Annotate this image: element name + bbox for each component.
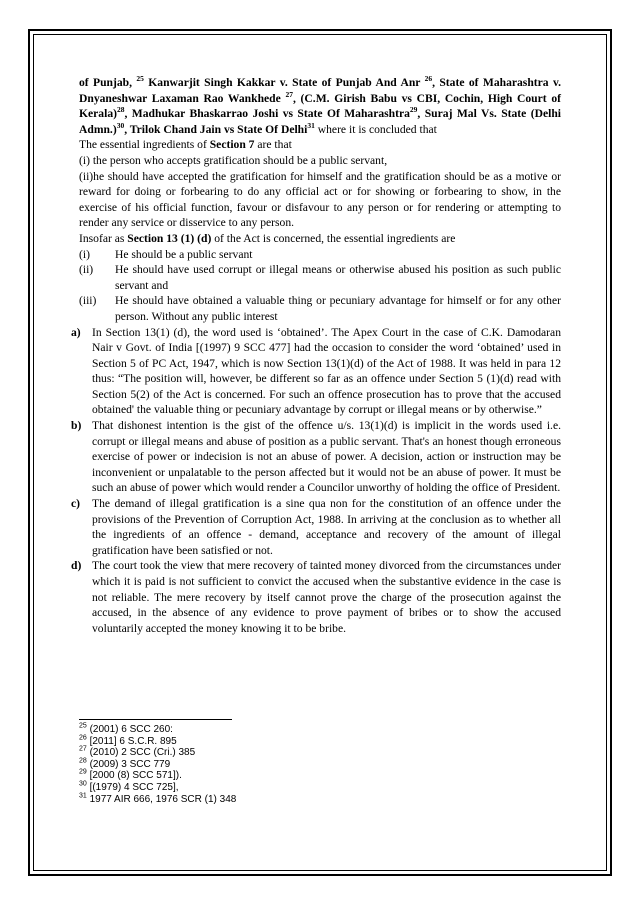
case-citations-paragraph bbox=[79, 75, 561, 137]
citation-text: , (C.M. Girish Babu vs CBI, Cochin, High Court of Kerala) bbox=[79, 91, 561, 121]
list-label: (i) bbox=[79, 247, 90, 261]
footnote-text: (2001) 6 SCC 260: bbox=[86, 724, 173, 735]
footnote-number: 25 bbox=[79, 722, 87, 730]
footnote-number: 28 bbox=[79, 757, 87, 765]
footnotes bbox=[79, 724, 236, 805]
list-label: (ii) bbox=[79, 263, 94, 277]
citation-text: , Trilok Chand Jain vs State Of Delhi bbox=[124, 122, 308, 136]
footnote-ref[interactable]: 25 bbox=[136, 74, 144, 84]
footnote-text: 1977 AIR 666, 1976 SCR (1) 348 bbox=[86, 793, 237, 805]
footnote-ref[interactable]: 27 bbox=[285, 89, 293, 99]
footnote-ref[interactable]: 31 bbox=[307, 120, 315, 130]
footnote bbox=[79, 736, 236, 748]
list-label: d) bbox=[71, 559, 82, 573]
list-text: The demand of illegal gratification is a sine qua non for the constitution of an offence under the provisions of the Prevention of Corruption Act, 1988. In arriving at the conclusion as to whether all the ingredients of an offence - demand, acceptance and recovery of the amount of illegal gratification have been satisfied or not. bbox=[92, 497, 561, 557]
footnote-number: 31 bbox=[79, 792, 87, 800]
section-7-heading bbox=[79, 137, 561, 153]
list-label: (iii) bbox=[79, 294, 97, 308]
footnote-ref[interactable]: 30 bbox=[116, 120, 125, 130]
citation-text: Kanwarjit Singh Kakkar v. State of Punjab And Anr bbox=[143, 76, 425, 89]
roman-list-item bbox=[79, 293, 561, 324]
section-7-pre: The essential ingredients of bbox=[79, 138, 210, 152]
footnote-text: [2000 (8) SCC 571]). bbox=[86, 770, 182, 782]
section-7-post: are that bbox=[254, 138, 292, 152]
list-text: That dishonest intention is the gist of the offence u/s. 13(1)(d) is implicit in the words used i.e. corrupt or illegal means and abuse of position as a public servant. That's an honest though erroneous exercise of power or indecision is not an abuse of power. A decision, action or instruction may be inconvenient or unpalatable to the person affected but it would not be an abuse of power. It must be such an abuse of power which would render a Councilor unworthy of holding the office of President. bbox=[92, 419, 561, 495]
list-text: He should have used corrupt or illegal means or otherwise abused his position as such public servant and bbox=[115, 263, 561, 292]
roman-list-item bbox=[79, 262, 561, 293]
footnote bbox=[79, 770, 236, 782]
list-label: c) bbox=[71, 497, 81, 511]
footnote-number: 27 bbox=[79, 745, 87, 753]
list-text: In Section 13(1) (d), the word used is ‘obtained’. The Apex Court in the case of C.K. Damodaran Nair v Govt. of India [(1997) 9 SCC 477] had the occasion to consider the word ‘obtained’ used in Section 5 of PC Act, 1947, which is now Section 13(1)(d) of the Act of 1988. It was held in para 12 thus: “The position will, however, be different so far as an offence under Section 5 (1)(d) read with Section 5(2) of the Act is concerned. For such an offence prosecution has to prove that the accused obtained' the valuable thing or pecuniary advantage by corrupt or illegal means or by otherwise.” bbox=[92, 325, 561, 417]
list-text: He should be a public servant bbox=[115, 247, 253, 261]
footnote-number: 29 bbox=[79, 769, 87, 777]
roman-list-item bbox=[79, 247, 561, 263]
footnote bbox=[79, 724, 236, 736]
list-label: b) bbox=[71, 419, 82, 433]
footnote-text: (2009) 3 SCC 779 bbox=[86, 758, 171, 770]
footnote-number: 26 bbox=[79, 734, 87, 742]
footnote bbox=[79, 794, 236, 806]
footnote-number: 30 bbox=[79, 780, 87, 788]
section-7-item-i: (i) the person who accepts gratification should be a public servant, bbox=[79, 153, 388, 167]
citation-text: of Punjab, bbox=[79, 76, 137, 89]
document-body bbox=[71, 74, 561, 636]
footnote bbox=[79, 747, 236, 759]
footnote-text: (2010) 2 SCC (Cri.) 385 bbox=[86, 747, 196, 759]
footnote-text: [2011] 6 S.C.R. 895 bbox=[86, 735, 177, 747]
footnote bbox=[79, 759, 236, 771]
citation-text: , State of Maharashtra v. Dnyaneshwar Laxaman Rao Wankhede bbox=[79, 76, 561, 105]
list-text: The court took the view that mere recovery of tainted money divorced from the circumstances under which it is paid is not sufficient to convict the accused when the substantive evidence in the case is not reliable. The mere recovery by itself cannot prove the charge of the prosecution against the accused, in the absence of any evidence to prove payment of bribes or to show the accused voluntarily accepted the money knowing it to be bribe. bbox=[92, 559, 561, 635]
footnote bbox=[79, 782, 236, 794]
section-13-heading bbox=[79, 231, 561, 247]
footnote-ref[interactable]: 26 bbox=[424, 74, 433, 84]
footnote-separator bbox=[79, 719, 232, 720]
footnote-ref[interactable]: 29 bbox=[409, 105, 418, 115]
section-7-item-ii: (ii)he should have accepted the gratification for himself and the gratification should be as a motive or reward for doing or forbearing to do any official act or for showing or forbearing to show, in the exercise of his official function, favour or disfavour to any person or for rendering or attempting to render any service or disservice to any person. bbox=[79, 169, 561, 230]
citation-tail: where it is concluded that bbox=[314, 122, 437, 136]
alpha-list-item bbox=[71, 418, 561, 496]
section-13-post: of the Act is concerned, the essential ingredients are bbox=[211, 231, 456, 245]
footnote-text: [(1979) 4 SCC 725], bbox=[86, 781, 179, 793]
list-text: He should have obtained a valuable thing or pecuniary advantage for himself or for any other person. Without any public interest bbox=[115, 294, 561, 323]
section-13-pre: Insofar as bbox=[79, 231, 128, 245]
section-7-ref: Section 7 bbox=[209, 138, 255, 152]
alpha-list-item bbox=[71, 325, 561, 419]
citation-text: , Suraj Mal Vs. State (Delhi Admn.) bbox=[79, 107, 561, 136]
alpha-list-item bbox=[71, 558, 561, 636]
footnote-ref[interactable]: 28 bbox=[117, 105, 125, 115]
alpha-list-item bbox=[71, 496, 561, 558]
citation-text: , Madhukar Bhaskarrao Joshi vs State Of Maharashtra bbox=[124, 107, 410, 121]
list-label: a) bbox=[71, 325, 81, 339]
section-13-ref: Section 13 (1) (d) bbox=[127, 231, 212, 245]
